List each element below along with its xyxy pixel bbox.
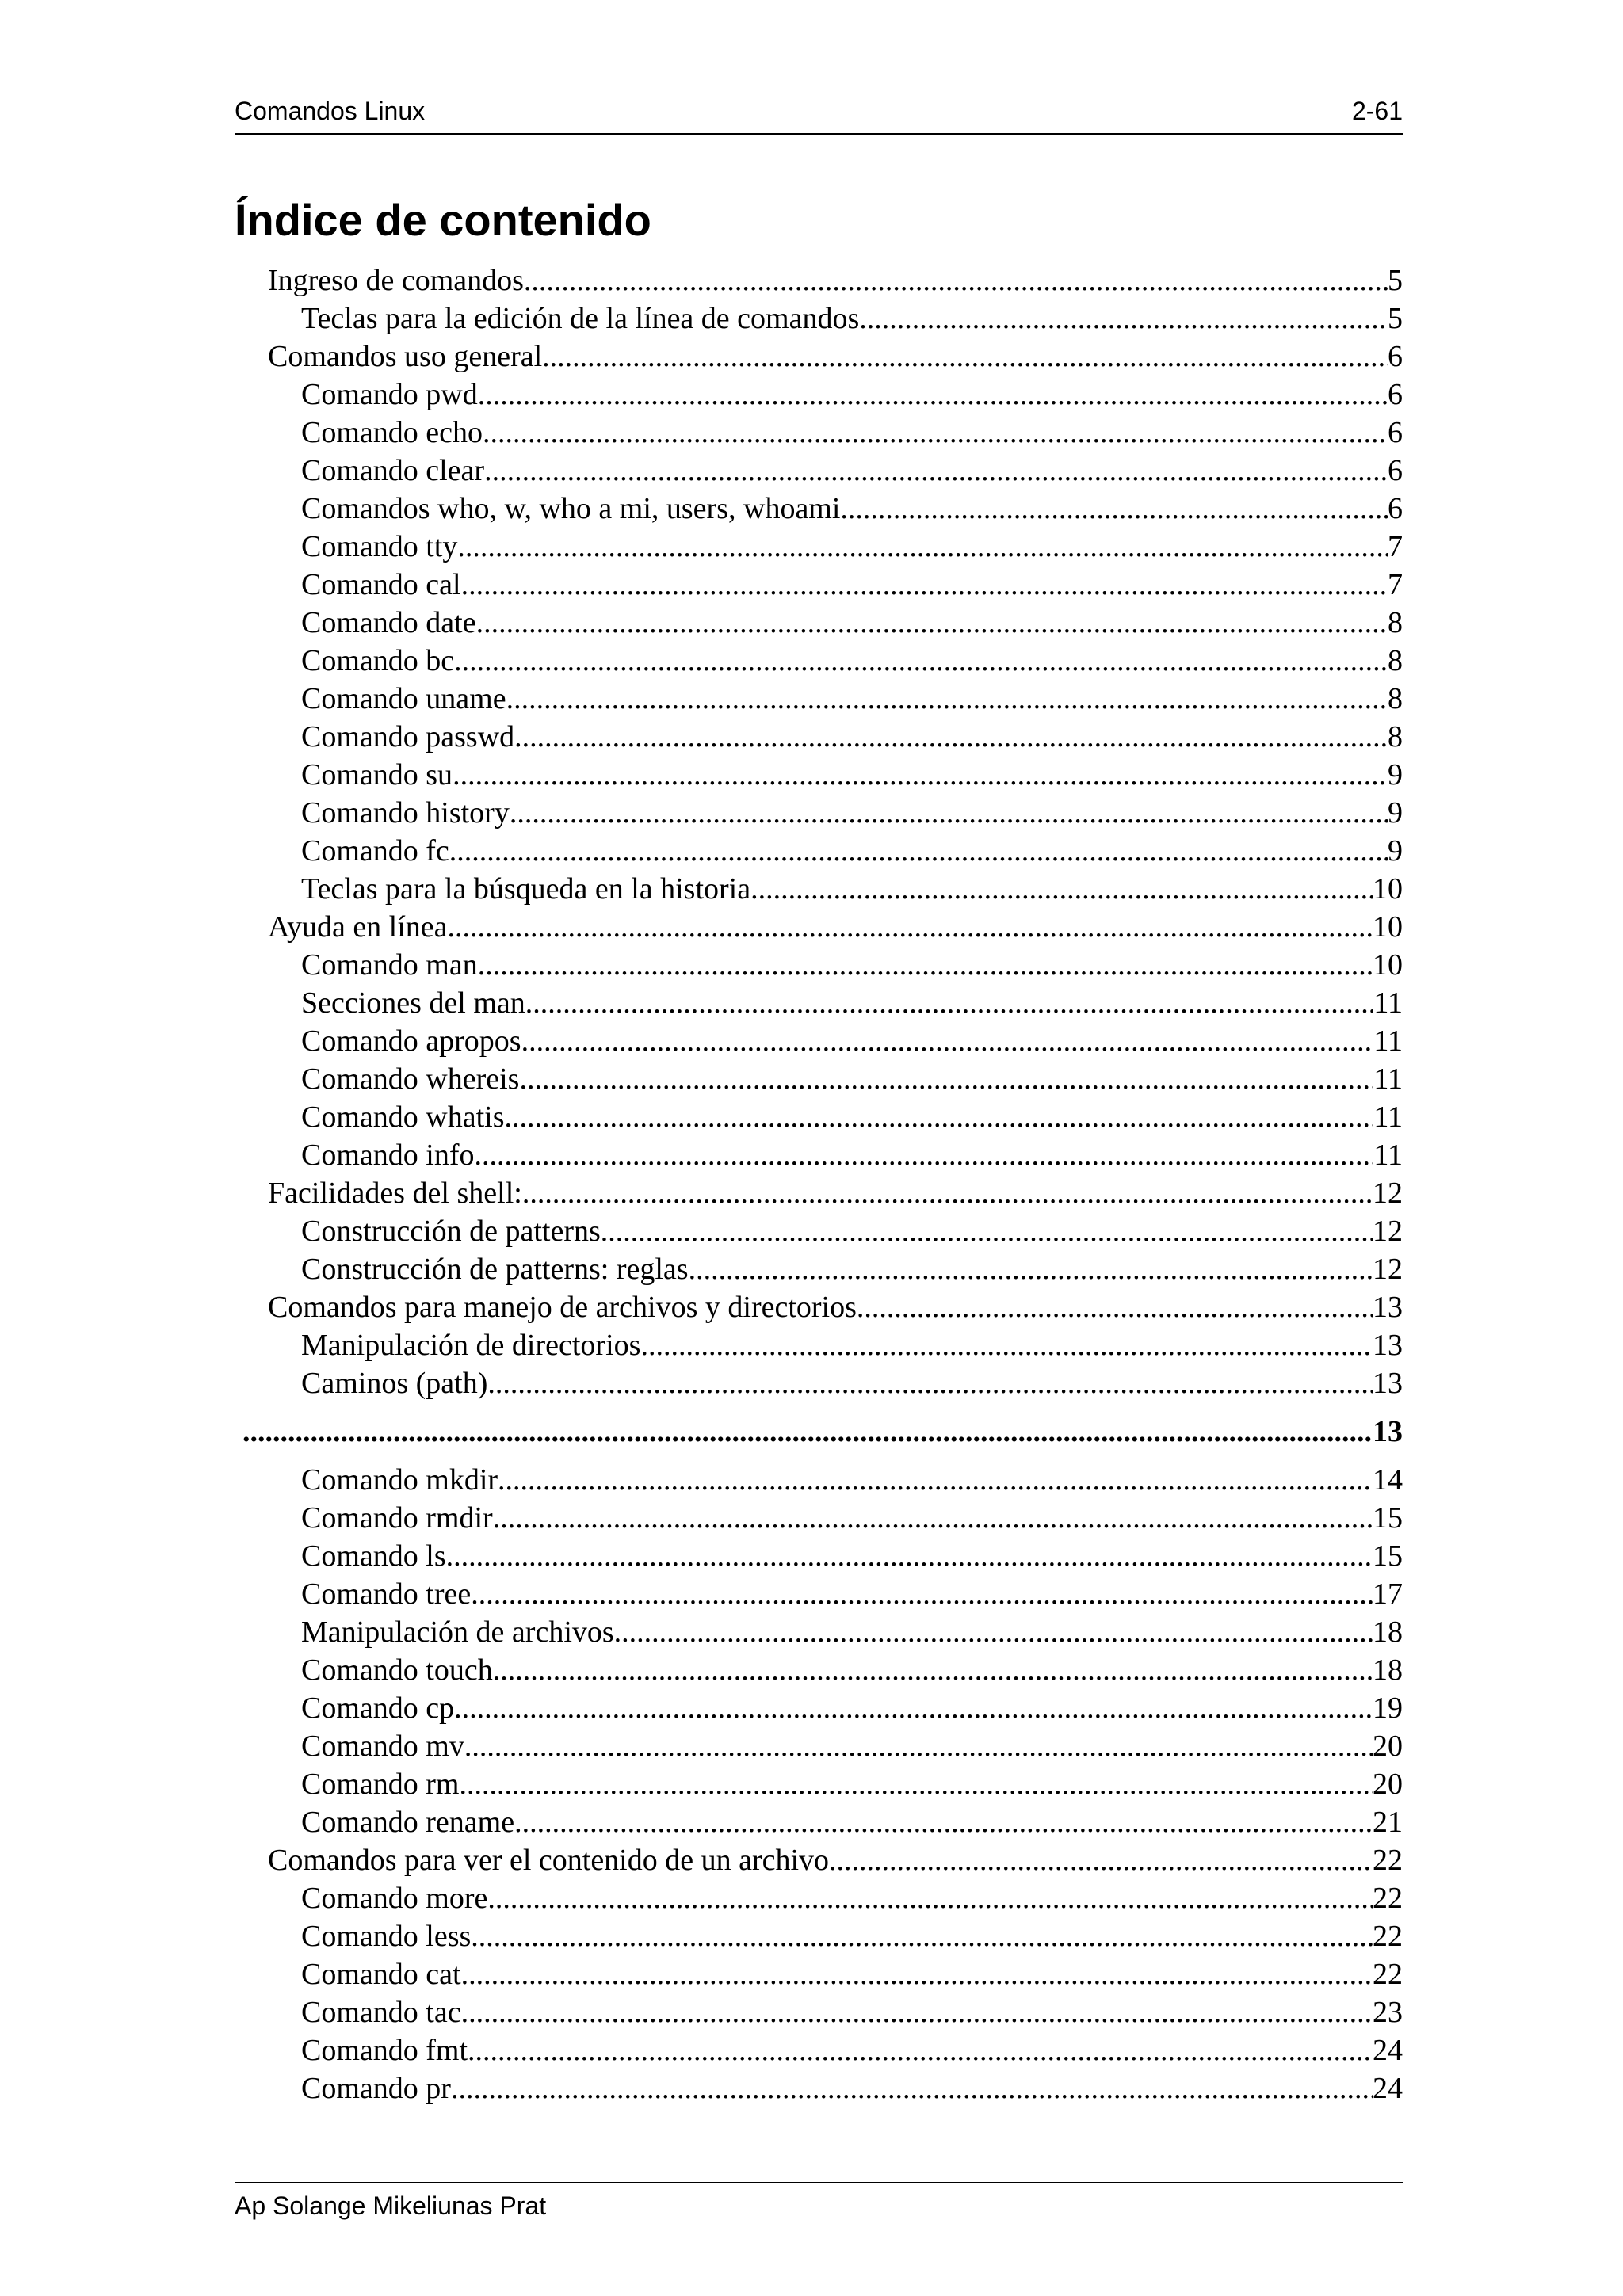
toc-dot-leader (451, 2069, 1373, 2107)
toc-entry-title: Comando man (301, 948, 478, 982)
toc-entry-title: Manipulación de directorios (301, 1329, 641, 1362)
toc-entry-title: Comando mv (301, 1730, 464, 1763)
toc-entry[interactable] (235, 1613, 1403, 1651)
toc-entry-title: Comando rename (301, 1806, 515, 1839)
toc-entry-title: Comando uname (301, 682, 506, 715)
toc-entry-title: Comando fmt (301, 2034, 468, 2067)
toc-entry[interactable] (235, 490, 1403, 528)
toc-entry[interactable] (235, 718, 1403, 756)
toc-entry-title: Comando fc (301, 834, 449, 868)
toc-entry-page-number: 11 (1373, 1100, 1403, 1134)
toc-dot-leader (504, 1098, 1373, 1136)
toc-dot-leader (525, 984, 1374, 1022)
toc-entry-title: Comando tac (301, 1996, 461, 2029)
toc-entry-title: Construcción de patterns: reglas (301, 1253, 689, 1286)
toc-entry[interactable] (235, 1098, 1403, 1136)
toc-entry[interactable] (235, 1364, 1403, 1402)
header-document-title: Comandos Linux (235, 97, 426, 125)
toc-dot-leader (461, 1955, 1373, 1993)
toc-entry-title: Comando su (301, 758, 453, 791)
toc-entry[interactable] (235, 338, 1403, 376)
toc-entry-title: Comando tree (301, 1577, 472, 1611)
toc-entry-page-number: 24 (1373, 2072, 1403, 2105)
toc-entry[interactable] (235, 1212, 1403, 1250)
toc-entry-page-number: 22 (1373, 1920, 1403, 1953)
toc-entry[interactable] (235, 1841, 1403, 1879)
toc-entry[interactable] (235, 1917, 1403, 1955)
toc-entry[interactable] (235, 1499, 1403, 1537)
toc-entry-title: Teclas para la edición de la línea de comandos (301, 302, 860, 335)
toc-entry[interactable] (235, 566, 1403, 604)
toc-entry-page-number: 13 (1373, 1291, 1403, 1324)
toc-dot-leader (471, 1917, 1373, 1955)
toc-dot-leader (522, 1174, 1373, 1212)
toc-entry[interactable] (235, 2031, 1403, 2069)
toc-dot-leader (689, 1250, 1373, 1288)
toc-entry-page-number: 17 (1373, 1577, 1403, 1611)
toc-entry[interactable] (235, 1174, 1403, 1212)
toc-entry-page-number: 12 (1373, 1253, 1403, 1286)
toc-entry-page-number: 13 (1373, 1415, 1403, 1448)
toc-dot-leader (840, 490, 1388, 528)
toc-dot-leader (750, 870, 1373, 908)
toc-entry-title: Ingreso de comandos (268, 264, 524, 297)
toc-dot-leader (484, 452, 1388, 490)
toc-dot-leader (487, 1364, 1373, 1402)
toc-entry-page-number: 19 (1373, 1691, 1403, 1725)
toc-entry-page-number: 10 (1373, 910, 1403, 944)
toc-entry-title: Comando tty (301, 530, 458, 563)
toc-dot-leader (476, 604, 1388, 642)
toc-entry-page-number: 11 (1373, 1138, 1403, 1172)
toc-entry-title: Comando cp (301, 1691, 455, 1725)
toc-entry-title: Comando info (301, 1138, 475, 1172)
toc-entry-title: Comando echo (301, 416, 483, 449)
toc-entry-page-number: 12 (1373, 1177, 1403, 1210)
toc-entry-page-number: 12 (1373, 1215, 1403, 1248)
toc-entry-page-number: 5 (1388, 302, 1403, 335)
toc-entry-page-number: 7 (1388, 530, 1403, 563)
toc-entry-page-number: 10 (1373, 948, 1403, 982)
toc-entry-page-number: 6 (1388, 492, 1403, 525)
toc-entry-page-number: 13 (1373, 1329, 1403, 1362)
toc-entry[interactable] (235, 756, 1403, 794)
toc-entry[interactable] (235, 1288, 1403, 1326)
toc-entry-title: Manipulación de archivos (301, 1615, 614, 1649)
toc-entry[interactable] (235, 261, 1403, 299)
toc-dot-leader (601, 1212, 1373, 1250)
toc-entry[interactable] (235, 1250, 1403, 1288)
toc-entry-title: Comando history (301, 796, 510, 830)
footer-author: Ap Solange Mikeliunas Prat (235, 2191, 547, 2220)
toc-entry[interactable] (235, 1803, 1403, 1841)
toc-dot-leader (471, 1575, 1373, 1613)
toc-dot-leader (464, 1727, 1373, 1765)
toc-entry[interactable] (235, 604, 1403, 642)
toc-entry-page-number: 11 (1373, 1062, 1403, 1096)
toc-entry-title: Facilidades del shell: (268, 1177, 522, 1210)
toc-entry-title: Comando more (301, 1882, 488, 1915)
toc-dot-leader (506, 680, 1388, 718)
toc-entry[interactable] (235, 528, 1403, 566)
toc-dot-leader (474, 1136, 1373, 1174)
toc-entry-page-number: 8 (1388, 720, 1403, 753)
toc-entry-page-number: 6 (1388, 416, 1403, 449)
toc-dot-leader (514, 718, 1388, 756)
toc-entry-page-number: 14 (1373, 1463, 1403, 1497)
toc-entry-title: Comando clear (301, 454, 485, 487)
toc-entry-page-number: 7 (1388, 568, 1403, 601)
table-of-contents (235, 261, 1403, 2107)
toc-entry-page-number: 9 (1388, 834, 1403, 868)
toc-dot-leader (514, 1803, 1373, 1841)
toc-entry-page-number: 10 (1373, 872, 1403, 906)
toc-entry-title: Comandos uso general (268, 340, 543, 373)
toc-entry[interactable] (235, 870, 1403, 908)
toc-entry[interactable] (235, 946, 1403, 984)
toc-dot-leader (461, 1993, 1373, 2031)
toc-entry[interactable] (235, 680, 1403, 718)
toc-entry-title: Comando touch (301, 1653, 493, 1687)
toc-entry-title: Comando ls (301, 1539, 446, 1573)
page-footer (235, 2182, 1403, 2229)
toc-entry[interactable] (235, 1727, 1403, 1765)
toc-entry[interactable] (235, 1461, 1403, 1499)
toc-entry[interactable] (235, 1689, 1403, 1727)
toc-entry[interactable] (235, 794, 1403, 832)
page-title: Índice de contenido (235, 195, 651, 245)
toc-entry-title: Comando date (301, 606, 476, 639)
toc-entry-title: Comando passwd (301, 720, 515, 753)
toc-entry[interactable] (235, 908, 1403, 946)
toc-entry-page-number: 8 (1388, 644, 1403, 677)
toc-entry-title: Comando less (301, 1920, 472, 1953)
toc-dot-leader (493, 1499, 1373, 1537)
toc-dot-leader (478, 376, 1388, 414)
toc-dot-leader (487, 1879, 1373, 1917)
toc-entry-page-number: 20 (1373, 1730, 1403, 1763)
toc-entry[interactable] (235, 1326, 1403, 1364)
toc-entry-title: Comando pwd (301, 378, 478, 411)
toc-entry[interactable] (235, 376, 1403, 414)
toc-entry-page-number: 18 (1373, 1615, 1403, 1649)
toc-entry-page-number: 21 (1373, 1806, 1403, 1839)
toc-entry-title: Comando mkdir (301, 1463, 498, 1497)
toc-entry-page-number: 8 (1388, 606, 1403, 639)
toc-entry-title: Caminos (path) (301, 1367, 488, 1400)
toc-dot-leader (454, 642, 1388, 680)
toc-entry-page-number: 11 (1373, 1024, 1403, 1058)
toc-entry[interactable] (235, 1575, 1403, 1613)
toc-entry[interactable] (235, 1022, 1403, 1060)
toc-entry-title: Comando cal (301, 568, 461, 601)
toc-dot-leader (468, 2031, 1373, 2069)
toc-entry-page-number: 6 (1388, 454, 1403, 487)
toc-dot-leader (542, 338, 1388, 376)
toc-entry-page-number: 13 (1373, 1367, 1403, 1400)
toc-entry[interactable] (235, 1765, 1403, 1803)
toc-entry-page-number: 20 (1373, 1768, 1403, 1801)
toc-dot-leader (459, 1765, 1373, 1803)
toc-entry-page-number: 9 (1388, 758, 1403, 791)
toc-entry[interactable] (235, 452, 1403, 490)
toc-entry-page-number: 18 (1373, 1653, 1403, 1687)
toc-dot-leader (493, 1651, 1373, 1689)
toc-entry-title: Comando bc (301, 644, 455, 677)
toc-entry[interactable] (235, 1993, 1403, 2031)
toc-entry-page-number: 5 (1388, 264, 1403, 297)
toc-entry-title: Teclas para la búsqueda en la historia (301, 872, 751, 906)
toc-entry-page-number: 15 (1373, 1539, 1403, 1573)
toc-dot-leader (857, 1288, 1373, 1326)
toc-entry-title: Construcción de patterns (301, 1215, 601, 1248)
toc-dot-leader (640, 1326, 1373, 1364)
toc-dot-leader (457, 528, 1388, 566)
toc-dot-leader (498, 1461, 1373, 1499)
toc-entry-title: Comando rm (301, 1768, 460, 1801)
toc-entry[interactable] (235, 1651, 1403, 1689)
toc-entry[interactable] (235, 1409, 1403, 1455)
toc-entry-title: Comando whereis (301, 1062, 520, 1096)
toc-entry-page-number: 11 (1373, 986, 1403, 1020)
toc-entry-page-number: 22 (1373, 1958, 1403, 1991)
toc-entry[interactable] (235, 1955, 1403, 1993)
toc-dot-leader (859, 299, 1388, 338)
header-page-number: 2-61 (1351, 97, 1403, 125)
toc-entry-title: Comando pr (301, 2072, 451, 2105)
toc-entry[interactable] (235, 1136, 1403, 1174)
toc-dot-leader (449, 832, 1388, 870)
toc-entry[interactable] (235, 832, 1403, 870)
toc-dot-leader (448, 908, 1373, 946)
toc-entry[interactable] (235, 299, 1403, 338)
toc-entry-page-number: 6 (1388, 340, 1403, 373)
toc-entry-title: Comando whatis (301, 1100, 505, 1134)
toc-entry-title: Comando apropos (301, 1024, 521, 1058)
toc-entry-title: Comandos para manejo de archivos y directorios (268, 1291, 857, 1324)
toc-dot-leader (446, 1537, 1373, 1575)
toc-entry-page-number: 23 (1373, 1996, 1403, 2029)
toc-entry-page-number: 9 (1388, 796, 1403, 830)
toc-entry-title: Comandos who, w, who a mi, users, whoami (301, 492, 841, 525)
toc-entry[interactable] (235, 1537, 1403, 1575)
toc-entry[interactable] (235, 1060, 1403, 1098)
toc-dot-leader (461, 566, 1388, 604)
toc-entry-page-number: 24 (1373, 2034, 1403, 2067)
toc-dot-leader (521, 1022, 1374, 1060)
toc-dot-leader (454, 1689, 1373, 1727)
toc-entry-page-number: 15 (1373, 1501, 1403, 1535)
toc-entry-title: Comando rmdir (301, 1501, 493, 1535)
toc-entry-page-number: 22 (1373, 1844, 1403, 1877)
toc-dot-leader (483, 414, 1388, 452)
toc-dot-leader (478, 946, 1373, 984)
toc-entry-page-number: 22 (1373, 1882, 1403, 1915)
toc-entry[interactable] (235, 1879, 1403, 1917)
toc-entry-title: Comandos para ver el contenido de un archivo (268, 1844, 830, 1877)
toc-entry[interactable] (235, 2069, 1403, 2107)
toc-entry-title: Comando cat (301, 1958, 461, 1991)
toc-entry[interactable] (235, 642, 1403, 680)
toc-entry-title: Ayuda en línea (268, 910, 448, 944)
toc-entry-page-number: 6 (1388, 378, 1403, 411)
toc-dot-leader (242, 1409, 1373, 1455)
toc-entry-page-number: 8 (1388, 682, 1403, 715)
toc-dot-leader (524, 261, 1388, 299)
toc-entry-title: Secciones del man (301, 986, 525, 1020)
page-header (235, 93, 1403, 135)
toc-entry[interactable] (235, 984, 1403, 1022)
toc-dot-leader (829, 1841, 1373, 1879)
toc-dot-leader (614, 1613, 1373, 1651)
toc-dot-leader (453, 756, 1388, 794)
toc-dot-leader (519, 1060, 1373, 1098)
toc-entry[interactable] (235, 414, 1403, 452)
toc-dot-leader (510, 794, 1388, 832)
